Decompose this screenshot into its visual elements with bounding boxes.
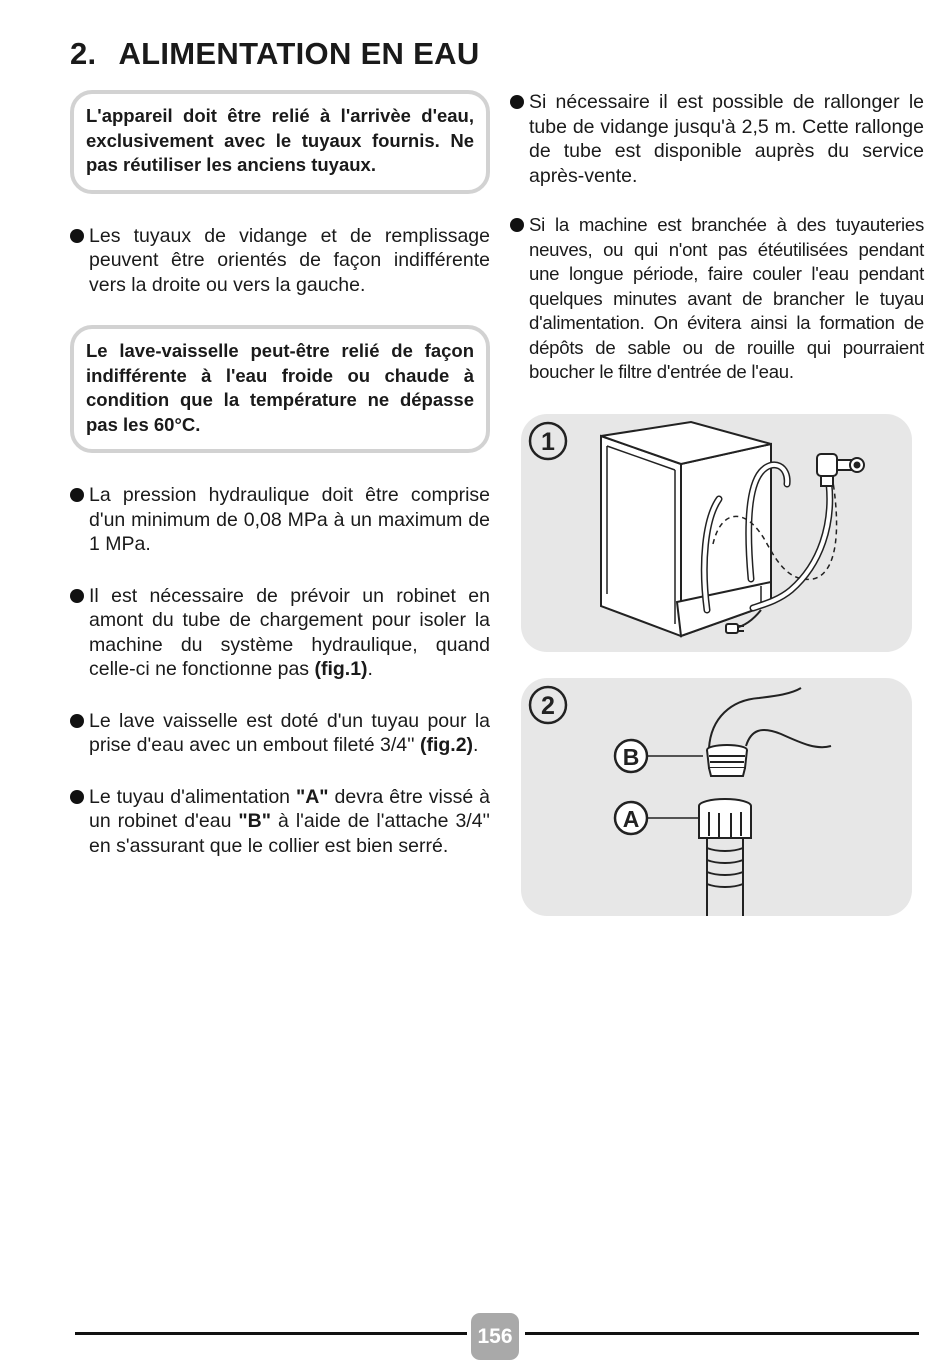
page-number: 156 (471, 1313, 519, 1360)
note-box-water-temperature: Le lave-vaisselle peut-être relié de façon indifférente à l'eau froide ou chaude à condition que la température ne dépasse pas les 60°C. (70, 325, 490, 453)
tap-outlet-icon (707, 688, 831, 776)
right-column (510, 90, 924, 385)
bullet-text: Les tuyaux de vidange et de remplissage peuvent être orientés de façon indifférente vers la droite ou vers la gauche. (89, 224, 490, 296)
note-box-supply-hoses: L'appareil doit être relié à l'arrivèe d'eau, exclusivement avec le tuyaux fournis. Ne pas réutiliser les anciens tuyaux. (70, 90, 490, 194)
figure-2-panel (521, 678, 912, 916)
label-ref-b: "B" (238, 810, 271, 832)
section-title (70, 36, 480, 72)
hose-connector-icon (699, 799, 751, 916)
label-b: B (622, 744, 640, 770)
figure-1-number: 1 (541, 428, 555, 456)
bullet-text: La pression hydraulique doit être comprise d'un minimum de 0,08 MPa à un maximum de 1 MPa. (89, 484, 490, 555)
bullet-text: Le lave vaisselle est doté d'un tuyau pour la prise d'eau avec un embout fileté 3/4'' (89, 709, 490, 756)
figure-1-illustration (521, 414, 912, 652)
bullet-dot-icon (70, 714, 84, 728)
figure-2-illustration (521, 678, 912, 916)
bullet-dot-icon (510, 218, 524, 232)
bullet-dot-icon (70, 790, 84, 804)
bullet-flush-pipes (510, 213, 924, 385)
bullet-text: Si la machine est branchée à des tuyauteries neuves, ou qui n'ont pas étéutilisées pendant une longue période, faire couler l'eau pendant quelques minutes avant de brancher le tuyau d'alimentation. On évitera ainsi la formation de dépôts de sable ou de rouille qui pourraient boucher le filtre d'entrée de l'eau. (529, 214, 924, 382)
bullet-drain-extension (510, 90, 924, 188)
bullet-hose-orientation (70, 224, 490, 298)
label-ref-a: "A" (295, 785, 329, 808)
figure-reference: (fig.2) (419, 734, 474, 756)
water-tap-icon (817, 454, 864, 486)
bullet-dot-icon (70, 488, 84, 502)
label-a: A (622, 806, 640, 832)
footer-rule-right (525, 1332, 919, 1335)
section-title-text: ALIMENTATION EN EAU (118, 36, 480, 71)
bullet-hose-connection: Le tuyau d'alimentation "A" devra être vissé à un robinet d'eau "B" à l'aide de l'attache 3/4'' en s'assurant que le collier est bien serré. (70, 785, 490, 859)
bullet-water-pressure (70, 483, 490, 557)
bullet-dot-icon (70, 229, 84, 243)
bullet-dot-icon (70, 589, 84, 603)
figure-1-panel (521, 414, 912, 652)
bullet-dot-icon (510, 95, 524, 109)
figure-reference: (fig.1) (314, 658, 368, 680)
left-column (70, 90, 490, 858)
bullet-text: Il est nécessaire de prévoir un robinet en amont du tube de chargement pour isoler la machine du système hydraulique, quand celle-ci ne fonctionne pas (89, 584, 490, 680)
bullet-threaded-fitting: Le lave vaisselle est doté d'un tuyau pour la prise d'eau avec un embout fileté 3/4'' (fig.2). (70, 709, 490, 758)
footer-rule-left (75, 1332, 467, 1335)
figure-2-number: 2 (541, 692, 555, 720)
bullet-text: Si nécessaire il est possible de rallonger le tube de vidange jusqu'à 2,5 m. Cette rallonge de tube est disponible auprès du service après-vente. (529, 91, 924, 187)
bullet-shutoff-valve: Il est nécessaire de prévoir un robinet en amont du tube de chargement pour isoler la machine du système hydraulique, quand celle-ci ne fonctionne pas (fig.1). (70, 584, 490, 682)
section-number: 2. (70, 36, 97, 71)
